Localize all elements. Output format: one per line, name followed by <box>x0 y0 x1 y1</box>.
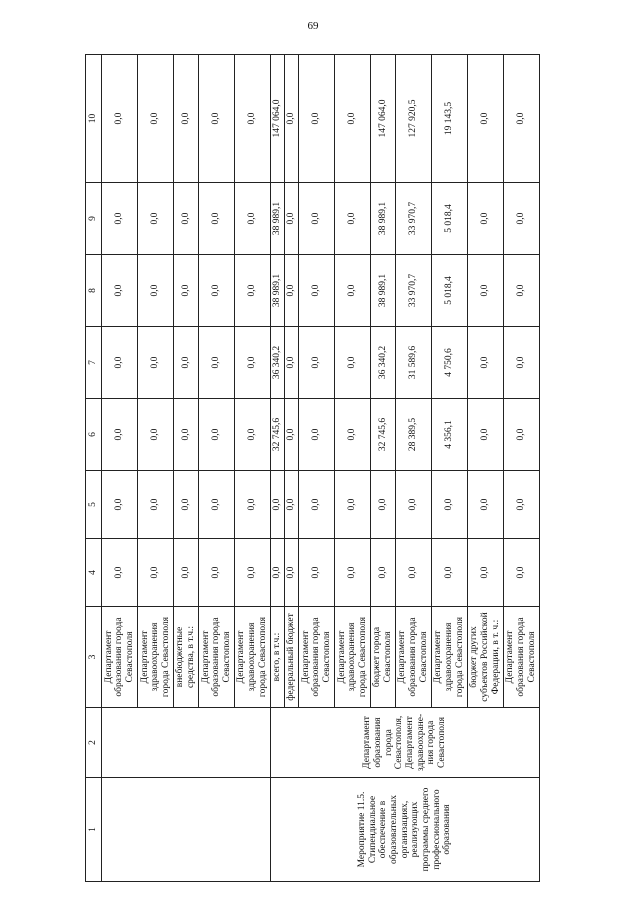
value-cell: 0,0 <box>234 399 270 471</box>
value-cell: 0,0 <box>284 399 298 471</box>
value-cell: 0,0 <box>270 539 284 607</box>
value-cell: 0,0 <box>503 55 539 183</box>
value-cell: 0,0 <box>198 55 234 183</box>
value-cell: 0,0 <box>102 55 138 183</box>
value-cell: 127 920,5 <box>395 55 431 183</box>
value-cell: 0,0 <box>467 399 503 471</box>
source-cell: Департамент образования города Севастополя <box>395 607 431 708</box>
value-cell: 0,0 <box>334 183 370 255</box>
rotated-table-frame <box>85 55 540 882</box>
measure-executor: Департамент образования города Севастополя, Департамент здравоохране-ния города Севастополя <box>270 708 539 778</box>
value-cell: 0,0 <box>284 539 298 607</box>
value-cell: 4 750,6 <box>431 327 467 399</box>
value-cell: 0,0 <box>198 399 234 471</box>
page-number: 69 <box>307 20 319 32</box>
col-header: 2 <box>86 708 102 778</box>
value-cell: 0,0 <box>137 255 173 327</box>
value-cell: 0,0 <box>431 471 467 539</box>
table-row <box>270 55 284 882</box>
value-cell: 0,0 <box>173 183 198 255</box>
value-cell: 0,0 <box>298 255 334 327</box>
value-cell: 0,0 <box>503 255 539 327</box>
value-cell: 0,0 <box>198 183 234 255</box>
col-header: 10 <box>86 55 102 183</box>
value-cell: 0,0 <box>467 327 503 399</box>
value-cell: 0,0 <box>467 539 503 607</box>
value-cell: 38 989,1 <box>270 255 284 327</box>
source-cell: бюджет других субъектов Российской Федерации, в т. ч.: <box>467 607 503 708</box>
value-cell: 0,0 <box>198 327 234 399</box>
value-cell: 147 064,0 <box>270 55 284 183</box>
value-cell: 0,0 <box>467 55 503 183</box>
source-cell: всего, в т.ч.: <box>270 607 284 708</box>
value-cell: 0,0 <box>467 183 503 255</box>
source-cell: Департамент здравоохранения города Севастополя <box>334 607 370 708</box>
value-cell: 0,0 <box>198 255 234 327</box>
value-cell: 0,0 <box>102 183 138 255</box>
value-cell: 0,0 <box>503 399 539 471</box>
source-cell: федеральный бюджет <box>284 607 298 708</box>
value-cell: 0,0 <box>173 255 198 327</box>
value-cell: 0,0 <box>173 539 198 607</box>
value-cell: 0,0 <box>334 55 370 183</box>
source-cell: внебюджетные средства, в т.ч.: <box>173 607 198 708</box>
source-cell: Департамент образования города Севастополя <box>298 607 334 708</box>
value-cell: 0,0 <box>234 539 270 607</box>
value-cell: 0,0 <box>173 399 198 471</box>
value-cell: 0,0 <box>137 399 173 471</box>
col-header: 7 <box>86 327 102 399</box>
value-cell: 0,0 <box>137 539 173 607</box>
value-cell: 0,0 <box>102 539 138 607</box>
value-cell: 0,0 <box>198 539 234 607</box>
value-cell: 19 143,5 <box>431 55 467 183</box>
empty-cell <box>102 708 271 778</box>
value-cell: 0,0 <box>298 399 334 471</box>
value-cell: 147 064,0 <box>370 55 395 183</box>
value-cell: 0,0 <box>173 55 198 183</box>
value-cell: 0,0 <box>137 471 173 539</box>
value-cell: 0,0 <box>370 539 395 607</box>
value-cell: 0,0 <box>137 55 173 183</box>
col-header: 1 <box>86 778 102 882</box>
value-cell: 0,0 <box>334 255 370 327</box>
value-cell: 0,0 <box>198 471 234 539</box>
value-cell: 0,0 <box>334 539 370 607</box>
value-cell: 0,0 <box>503 471 539 539</box>
value-cell: 0,0 <box>102 471 138 539</box>
value-cell: 0,0 <box>503 539 539 607</box>
value-cell: 0,0 <box>431 539 467 607</box>
col-header: 8 <box>86 255 102 327</box>
value-cell: 0,0 <box>334 327 370 399</box>
value-cell: 0,0 <box>102 255 138 327</box>
value-cell: 32 745,6 <box>270 399 284 471</box>
col-header: 4 <box>86 539 102 607</box>
value-cell: 0,0 <box>298 55 334 183</box>
value-cell: 38 989,1 <box>370 183 395 255</box>
value-cell: 5 018,4 <box>431 183 467 255</box>
value-cell: 0,0 <box>370 471 395 539</box>
value-cell: 32 745,6 <box>370 399 395 471</box>
value-cell: 0,0 <box>334 399 370 471</box>
value-cell: 0,0 <box>395 471 431 539</box>
value-cell: 0,0 <box>234 327 270 399</box>
value-cell: 0,0 <box>298 327 334 399</box>
value-cell: 0,0 <box>284 55 298 183</box>
value-cell: 33 970,7 <box>395 183 431 255</box>
source-cell: Департамент образования города Севастополя <box>102 607 138 708</box>
col-header: 9 <box>86 183 102 255</box>
value-cell: 0,0 <box>173 327 198 399</box>
value-cell: 33 970,7 <box>395 255 431 327</box>
value-cell: 0,0 <box>503 183 539 255</box>
value-cell: 0,0 <box>137 183 173 255</box>
value-cell: 0,0 <box>284 327 298 399</box>
value-cell: 38 989,1 <box>270 183 284 255</box>
value-cell: 0,0 <box>234 255 270 327</box>
value-cell: 0,0 <box>284 471 298 539</box>
value-cell: 0,0 <box>234 183 270 255</box>
source-cell: Департамент здравоохранения города Севастополя <box>137 607 173 708</box>
value-cell: 0,0 <box>102 327 138 399</box>
value-cell: 36 340,2 <box>370 327 395 399</box>
source-cell: Департамент образования города Севастополя <box>503 607 539 708</box>
value-cell: 5 018,4 <box>431 255 467 327</box>
source-cell: Департамент здравоохранения города Севастополя <box>431 607 467 708</box>
value-cell: 0,0 <box>395 539 431 607</box>
value-cell: 0,0 <box>334 471 370 539</box>
value-cell: 0,0 <box>467 471 503 539</box>
value-cell: 0,0 <box>234 55 270 183</box>
col-header: 3 <box>86 607 102 708</box>
value-cell: 0,0 <box>284 183 298 255</box>
value-cell: 0,0 <box>284 255 298 327</box>
value-cell: 36 340,2 <box>270 327 284 399</box>
header-row <box>86 55 102 882</box>
value-cell: 0,0 <box>102 399 138 471</box>
col-header: 6 <box>86 399 102 471</box>
value-cell: 28 389,5 <box>395 399 431 471</box>
measure-name: Мероприятие 11.5. Стипендиальное обеспечение в образовательных организациях, реализующих программы среднего профессионального образования <box>270 778 539 882</box>
source-cell: бюджет города Севастополя <box>370 607 395 708</box>
value-cell: 0,0 <box>298 471 334 539</box>
value-cell: 0,0 <box>298 539 334 607</box>
value-cell: 0,0 <box>234 471 270 539</box>
value-cell: 4 356,1 <box>431 399 467 471</box>
table-container <box>85 55 540 882</box>
col-header: 5 <box>86 471 102 539</box>
value-cell: 0,0 <box>173 471 198 539</box>
value-cell: 0,0 <box>137 327 173 399</box>
value-cell: 38 989,1 <box>370 255 395 327</box>
value-cell: 0,0 <box>467 255 503 327</box>
value-cell: 0,0 <box>503 327 539 399</box>
empty-cell <box>102 778 271 882</box>
source-cell: Департамент образования города Севастополя <box>198 607 234 708</box>
value-cell: 31 589,6 <box>395 327 431 399</box>
value-cell: 0,0 <box>298 183 334 255</box>
funding-table <box>85 54 540 882</box>
value-cell: 0,0 <box>270 471 284 539</box>
source-cell: Департамент здравоохранения города Севастополя <box>234 607 270 708</box>
table-row <box>102 55 138 882</box>
